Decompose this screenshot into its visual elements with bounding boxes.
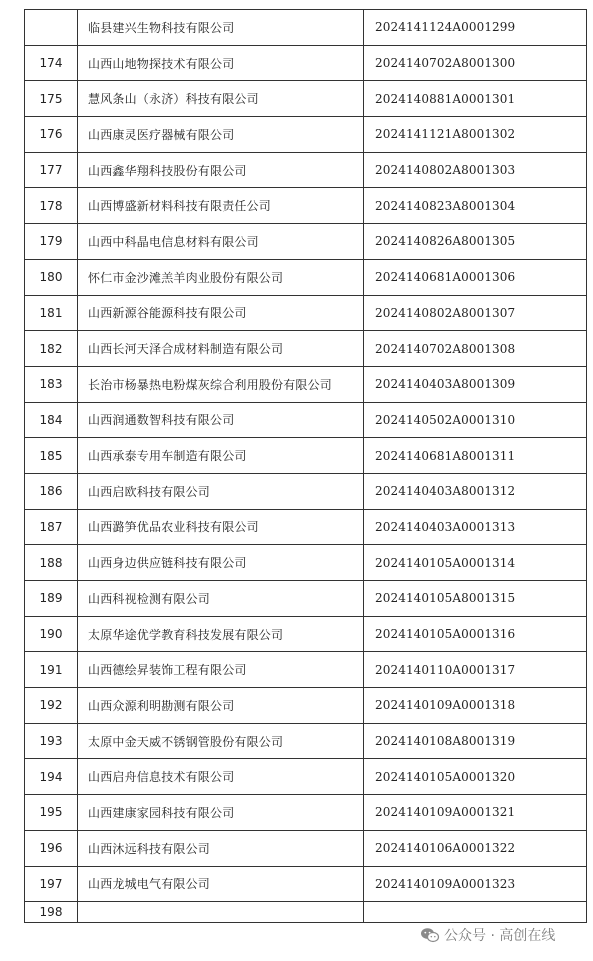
table-row — [25, 509, 587, 545]
registration-code-cell: 2024140881A0001301 — [364, 81, 587, 117]
registration-code-cell: 2024141121A8001302 — [364, 117, 587, 153]
registration-code-cell: 2024141124A0001299 — [364, 10, 587, 46]
row-number-cell: 182 — [25, 331, 78, 367]
table-row — [25, 723, 587, 759]
row-number-cell: 175 — [25, 81, 78, 117]
row-number-cell: 191 — [25, 652, 78, 688]
row-number-cell: 198 — [25, 902, 78, 923]
registration-code-cell: 2024140109A0001323 — [364, 866, 587, 902]
company-name-cell: 山西康灵医疗器械有限公司 — [78, 117, 364, 153]
row-number-cell: 187 — [25, 509, 78, 545]
company-name-cell: 临县建兴生物科技有限公司 — [78, 10, 364, 46]
wechat-icon — [420, 927, 440, 943]
company-name-cell: 山西新源谷能源科技有限公司 — [78, 295, 364, 331]
row-number-cell: 185 — [25, 438, 78, 474]
table-row — [25, 295, 587, 331]
registration-code-cell: 2024140110A0001317 — [364, 652, 587, 688]
table-row — [25, 438, 587, 474]
company-name-cell — [78, 902, 364, 923]
company-name-cell: 山西众源利明勘测有限公司 — [78, 688, 364, 724]
table-row — [25, 45, 587, 81]
row-number-cell — [25, 10, 78, 46]
table-row — [25, 331, 587, 367]
registration-code-cell: 2024140681A0001306 — [364, 259, 587, 295]
company-registry-table — [24, 9, 587, 923]
table-body — [25, 10, 587, 923]
row-number-cell: 186 — [25, 473, 78, 509]
row-number-cell: 179 — [25, 224, 78, 260]
row-number-cell: 196 — [25, 830, 78, 866]
registration-code-cell: 2024140106A0001322 — [364, 830, 587, 866]
watermark — [420, 925, 555, 945]
row-number-cell: 184 — [25, 402, 78, 438]
row-number-cell: 174 — [25, 45, 78, 81]
registration-code-cell: 2024140681A8001311 — [364, 438, 587, 474]
company-name-cell: 山西启欧科技有限公司 — [78, 473, 364, 509]
table-row — [25, 259, 587, 295]
registration-code-cell: 2024140403A8001309 — [364, 366, 587, 402]
table-row — [25, 759, 587, 795]
registration-code-cell: 2024140702A8001300 — [364, 45, 587, 81]
table-row — [25, 188, 587, 224]
registration-code-cell: 2024140105A0001314 — [364, 545, 587, 581]
company-name-cell: 山西龙城电气有限公司 — [78, 866, 364, 902]
row-number-cell: 188 — [25, 545, 78, 581]
registration-code-cell: 2024140823A8001304 — [364, 188, 587, 224]
company-name-cell: 太原中金天威不锈钢管股份有限公司 — [78, 723, 364, 759]
registration-code-cell: 2024140109A0001321 — [364, 795, 587, 831]
table-row — [25, 616, 587, 652]
company-name-cell: 山西沐远科技有限公司 — [78, 830, 364, 866]
table-row — [25, 117, 587, 153]
table-row — [25, 473, 587, 509]
registration-code-cell: 2024140105A0001316 — [364, 616, 587, 652]
company-name-cell: 山西博盛新材料科技有限责任公司 — [78, 188, 364, 224]
company-name-cell: 怀仁市金沙滩羔羊肉业股份有限公司 — [78, 259, 364, 295]
row-number-cell: 181 — [25, 295, 78, 331]
company-name-cell: 山西启舟信息技术有限公司 — [78, 759, 364, 795]
company-name-cell: 山西鑫华翔科技股份有限公司 — [78, 152, 364, 188]
company-name-cell: 山西科视检测有限公司 — [78, 581, 364, 617]
table-row — [25, 81, 587, 117]
registration-code-cell: 2024140702A8001308 — [364, 331, 587, 367]
company-name-cell: 山西长河天泽合成材料制造有限公司 — [78, 331, 364, 367]
row-number-cell: 192 — [25, 688, 78, 724]
company-name-cell: 山西中科晶电信息材料有限公司 — [78, 224, 364, 260]
company-name-cell: 山西潞笋优品农业科技有限公司 — [78, 509, 364, 545]
row-number-cell: 190 — [25, 616, 78, 652]
registration-code-cell: 2024140403A8001312 — [364, 473, 587, 509]
company-name-cell: 山西润通数智科技有限公司 — [78, 402, 364, 438]
registration-code-cell: 2024140826A8001305 — [364, 224, 587, 260]
row-number-cell: 193 — [25, 723, 78, 759]
table-row — [25, 366, 587, 402]
row-number-cell: 176 — [25, 117, 78, 153]
row-number-cell: 177 — [25, 152, 78, 188]
row-number-cell: 194 — [25, 759, 78, 795]
registration-code-cell: 2024140502A0001310 — [364, 402, 587, 438]
company-name-cell: 山西德绘昇装饰工程有限公司 — [78, 652, 364, 688]
row-number-cell: 197 — [25, 866, 78, 902]
table-row — [25, 652, 587, 688]
table-row — [25, 545, 587, 581]
registration-code-cell — [364, 902, 587, 923]
watermark-text: 公众号 · 高创在线 — [444, 928, 556, 944]
company-name-cell: 长治市杨暴热电粉煤灰综合利用股份有限公司 — [78, 366, 364, 402]
row-number-cell: 189 — [25, 581, 78, 617]
table-row — [25, 152, 587, 188]
row-number-cell: 178 — [25, 188, 78, 224]
company-name-cell: 山西身边供应链科技有限公司 — [78, 545, 364, 581]
registration-code-cell: 2024140802A8001307 — [364, 295, 587, 331]
company-name-cell: 山西山地物探技术有限公司 — [78, 45, 364, 81]
registration-code-cell: 2024140403A0001313 — [364, 509, 587, 545]
company-name-cell: 太原华途优学教育科技发展有限公司 — [78, 616, 364, 652]
row-number-cell: 180 — [25, 259, 78, 295]
registration-code-cell: 2024140108A8001319 — [364, 723, 587, 759]
registration-code-cell: 2024140802A8001303 — [364, 152, 587, 188]
table-row — [25, 581, 587, 617]
row-number-cell: 183 — [25, 366, 78, 402]
company-name-cell: 慧风条山（永济）科技有限公司 — [78, 81, 364, 117]
registration-code-cell: 2024140105A8001315 — [364, 581, 587, 617]
table-row — [25, 10, 587, 46]
registration-code-cell: 2024140109A0001318 — [364, 688, 587, 724]
company-name-cell: 山西承泰专用车制造有限公司 — [78, 438, 364, 474]
table-row — [25, 224, 587, 260]
company-name-cell: 山西建康家园科技有限公司 — [78, 795, 364, 831]
table-row — [25, 866, 587, 902]
table-row — [25, 688, 587, 724]
table-row — [25, 795, 587, 831]
table-row — [25, 402, 587, 438]
registration-code-cell: 2024140105A0001320 — [364, 759, 587, 795]
table-row — [25, 830, 587, 866]
table-row — [25, 902, 587, 923]
row-number-cell: 195 — [25, 795, 78, 831]
